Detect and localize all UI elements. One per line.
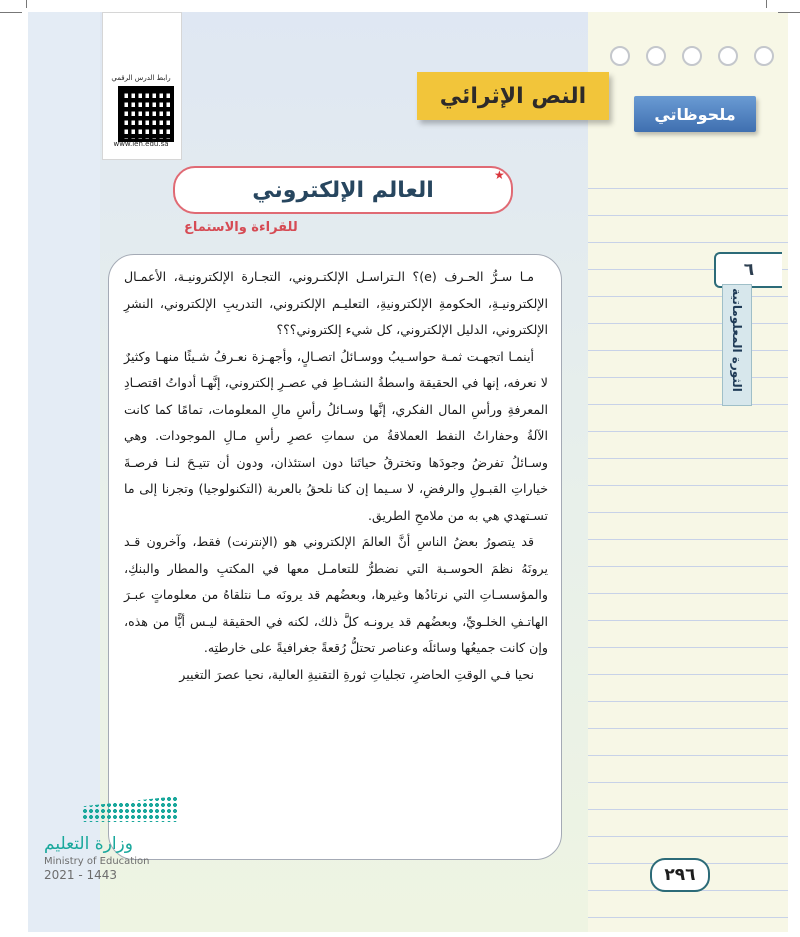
qr-label: رابط الدرس الرقمي	[111, 74, 171, 82]
binder-ring-icon	[718, 46, 738, 66]
ministry-year: 2021 - 1443	[44, 868, 118, 882]
notes-column-header	[588, 12, 788, 162]
qr-code-icon[interactable]	[118, 86, 174, 142]
crop-mark	[26, 0, 27, 8]
crop-mark	[0, 12, 22, 13]
section-tag	[417, 72, 609, 120]
crop-mark	[778, 12, 800, 13]
paragraph: قد يتصورُ بعضُ الناسِ أنَّ العالمَ الإلكتروني هو (الإنترنت) فقط، وآخرون قـد يرونَهُ نظمَ الحوسـبة التي نضطرُّ للتعامـل معها في المكتبِ والمطار والبنكِ، والمؤسسـاتِ التي نرتادُها وغيرها، وبعضُهم قد يرونَه مـا نتلقاهُ من معلوماتٍ عبـرَ الهاتـفِ الخلـويِّ، وبعضُهم قد يرونـه كلَّ ذلك، لكنه في الحقيقة ليـس أيًّا من هذه، وإن كانت جميعُها وسائلَه وعناصر تحتلُّ رُقعةً جغرافيةً على خارطتِه.	[124, 534, 548, 655]
unit-title: الثورة المعلوماتية	[730, 288, 744, 392]
lesson-title: العالم الإلكتروني	[252, 177, 434, 203]
star-icon: ★	[494, 168, 505, 182]
left-margin-band	[28, 12, 100, 932]
binder-ring-icon	[754, 46, 774, 66]
unit-number: ٦	[743, 260, 755, 280]
page-number: ٢٩٦	[664, 865, 696, 885]
binder-ring-icon	[682, 46, 702, 66]
paragraph: مـا سـرُّ الحـرف (e)؟ الـتراسـل الإلكتـروني، التجـارة الإلكترونيـة، الأعمـال الإلكترونيـةِ، الحكومةِ الإلكترونيةِ، التعليـم الإلكتروني، التدريبِ الإلكتروني، النشرِ الإلكتروني، الدليل الإلكتروني، كل شيء إلكتروني؟؟؟	[124, 269, 548, 337]
qr-url[interactable]: www.ien.edu.sa	[113, 140, 169, 148]
binder-ring-icon	[610, 46, 630, 66]
page-number-badge	[650, 858, 710, 892]
section-tag-label: النص الإثرائي	[439, 83, 587, 109]
ministry-name-english: Ministry of Education	[44, 856, 150, 867]
lesson-subtitle: للقراءة والاستماع	[184, 220, 298, 235]
crop-mark	[766, 0, 767, 8]
paragraph: نحيا فـي الوقتِ الحاضرِ، تجلياتِ ثورةِ التقنيةِ العالية، نحيا عصرَ التغيير	[179, 666, 534, 682]
unit-number-box	[714, 252, 782, 288]
notes-tab-label: ملحوظاتي	[654, 104, 736, 124]
lesson-title-box	[173, 166, 513, 214]
ministry-name-arabic: وزارة التعليم	[44, 834, 133, 854]
paragraph: أينمـا اتجهـت ثمـة حواسـيبُ ووسـائلُ اتصـالٍ، وأجهـزة نعـرفُ شـيئًا منهـا وكثيرٌ لا نعرفه، إنها في الحقيقة واسطةُ النشـاطِ في عصـرِ إلكتروني، إنَّهـا أدواتُ اقتصـادِ المعرفةِ ورأسِ المال الفكري، إنَّها وسـائلُ رأسِ مالِ المعلومات، تمامًا كما كانت الآلةُ وحفاراتُ النفط العملاقةُ من سماتِ عصرِ رأسِ مـالِ الموجودات. وهي وسـائلُ تفرضُ وجودَها وتخترقُ حياتَنا دون استئذان، ودون أن تتيـحَ لنـا فرصـةَ خياراتِ القبـولِ والرفضِ، لا سـيما إن كنا نلحقُ بالعربة (التكنولوجيا) وتجرنا إلى ما تسـتهدي هي به من ملامحِ الطريق.	[124, 348, 548, 523]
binder-ring-icon	[646, 46, 666, 66]
notes-tab	[634, 96, 756, 132]
reading-text	[124, 264, 548, 688]
